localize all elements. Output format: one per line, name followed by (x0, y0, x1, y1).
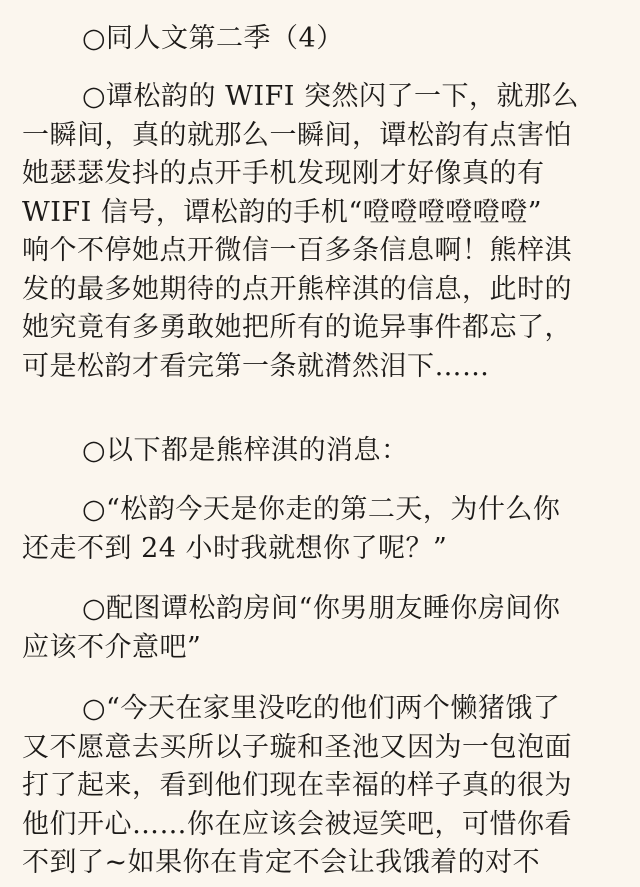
text-line: 打了起来，看到他们现在幸福的样子真的很为 (22, 770, 572, 801)
text-line: 发的最多她期待的点开熊梓淇的信息，此时的 (22, 273, 572, 305)
paragraph-heading (22, 20, 622, 59)
text-line: ○“松韵今天是你走的第二天，为什么你 (82, 494, 561, 525)
text-line: 她究竟有多勇敢她把所有的诡异事件都忘了， (22, 312, 572, 343)
paragraph-message-2 (22, 590, 622, 667)
text-line: 不到了~如果你在肯定不会让我饿着的对不 (22, 847, 541, 878)
paragraph-message-3 (22, 690, 622, 883)
text-line: ○同人文第二季（4） (82, 23, 344, 54)
text-line: ○“今天在家里没吃的他们两个懒猪饿了 (82, 693, 561, 724)
text-line: WIFI 信号，谭松韵的手机“噔噔噔噔噔噔” (22, 196, 543, 228)
text-line: 应该不介意吧” (22, 631, 202, 663)
text-line: 可是松韵才看完第一条就潸然泪下…… (22, 350, 490, 382)
text-line: ○谭松韵的 WIFI 突然闪了一下，就那么 (82, 81, 580, 112)
text-line: 响个不停她点开微信一百多条信息啊！熊梓淇 (22, 235, 572, 266)
paragraph-wifi (22, 78, 622, 386)
text-line: ○以下都是熊梓淇的消息： (82, 435, 409, 466)
text-line: 又不愿意去买所以子璇和圣池又因为一包泡面 (22, 731, 572, 763)
text-line: ○配图谭松韵房间“你男朋友睡你房间你 (82, 593, 561, 624)
text-line: 她瑟瑟发抖的点开手机发现刚才好像真的有 (22, 158, 545, 189)
text-line: 他们开心……你在应该会被逗笑吧，可惜你看 (22, 808, 572, 840)
text-line: 一瞬间，真的就那么一瞬间，谭松韵有点害怕 (22, 119, 572, 151)
text-line: 还走不到 24 小时我就想你了呢？” (22, 532, 448, 564)
paragraph-messages-intro (22, 432, 622, 471)
paragraph-message-1 (22, 491, 622, 568)
